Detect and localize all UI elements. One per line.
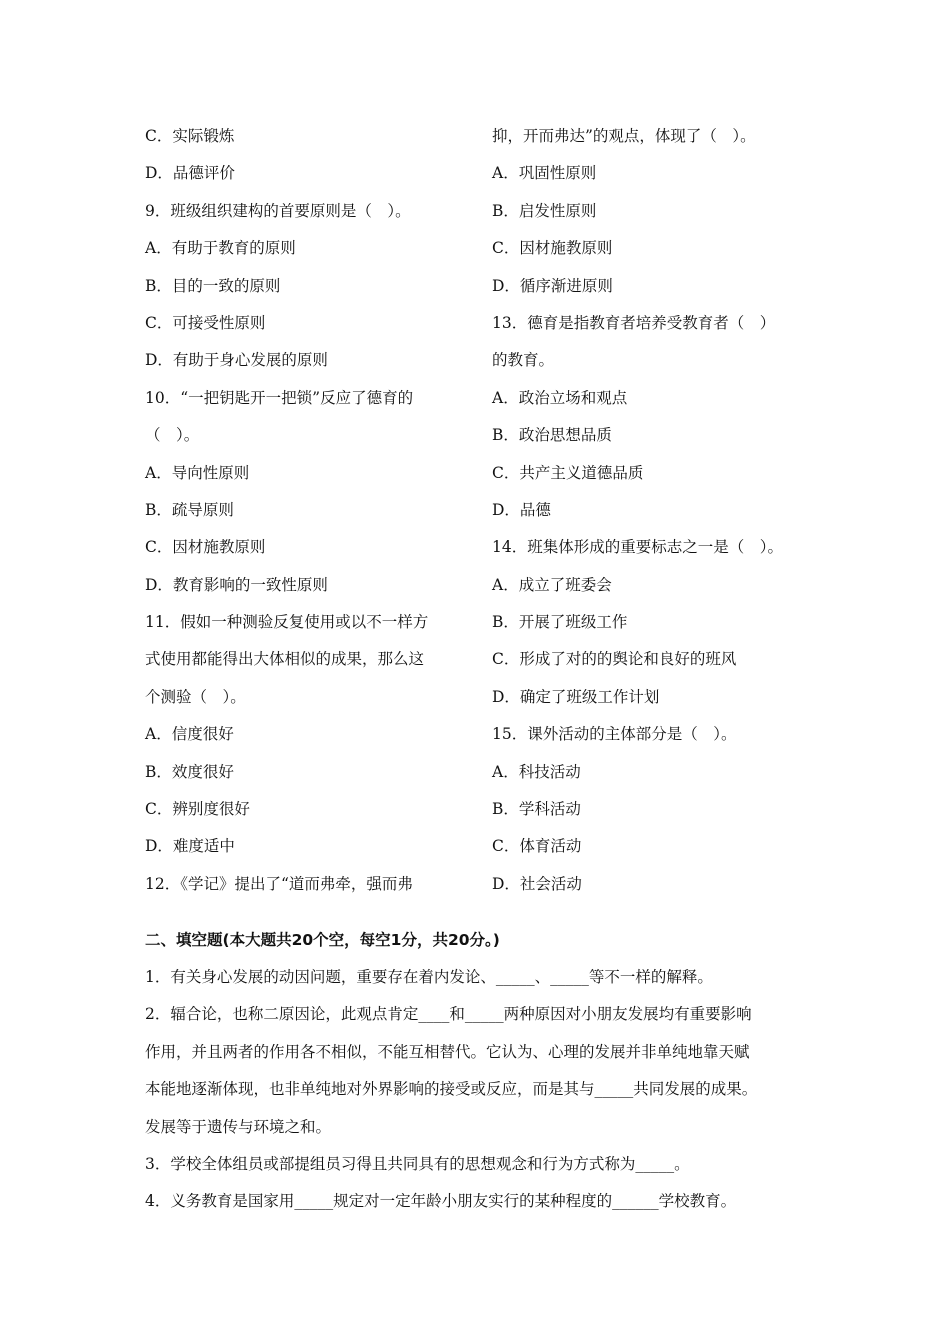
question-line: A．信度很好 (145, 725, 234, 744)
question-line: D．循序渐进原则 (492, 276, 613, 295)
question-line: D．品德评价 (145, 164, 235, 183)
left-column (145, 121, 460, 906)
paragraph-line: 1．有关身心发展的动因问题，重要存在着内发论、_____、_____等不一样的解释。 (145, 968, 713, 986)
question-line: B．目的一致的原则 (145, 276, 281, 295)
question-line: 12．《学记》提出了“道而弗牵，强而弗 (145, 874, 413, 893)
question-line: C．可接受性原则 (145, 313, 266, 332)
question-line: 15．课外活动的主体部分是（ ）。 (492, 725, 737, 744)
paragraph-line: 2．辐合论，也称二原因论，此观点肯定____和_____两种原因对小朋友发展均有重要影响 (145, 1005, 752, 1024)
question-line: A．巩固性原则 (492, 164, 597, 183)
question-line: D．有助于身心发展的原则 (145, 351, 328, 370)
question-line: 10．“一把钥匙开一把锁”反应了德育的 (145, 388, 414, 407)
question-line: C．体育活动 (492, 837, 582, 856)
question-line: B．政治思想品质 (492, 426, 612, 445)
paragraph-line: 3．学校全体组员或部提组员习得且共同具有的思想观念和行为方式称为_____。 (145, 1154, 690, 1173)
question-line: A．导向性原则 (145, 463, 250, 482)
question-line: B．疏导原则 (145, 500, 234, 519)
question-line: C．因材施教原则 (492, 239, 613, 258)
question-line: D．难度适中 (145, 837, 235, 856)
question-line: 的教育。 (492, 351, 555, 370)
question-line: B．学科活动 (492, 800, 581, 819)
question-line: 式使用都能得出大体相似的成果，那么这 (145, 650, 425, 669)
question-line: C．共产主义道德品质 (492, 463, 644, 482)
question-line: 抑，开而弗达”的观点，体现了（ ）。 (492, 127, 756, 145)
paragraph-line: 发展等于遗传与环境之和。 (145, 1117, 332, 1136)
question-line: 13．德育是指教育者培养受教育者（ ） (492, 313, 776, 332)
question-line: A．政治立场和观点 (492, 388, 628, 407)
fill-in-section (145, 921, 825, 1221)
question-line: A．有助于教育的原则 (145, 239, 296, 258)
question-line: C．实际锻炼 (145, 127, 235, 145)
question-line: D．品德 (492, 500, 551, 519)
question-line: B．效度很好 (145, 762, 234, 781)
question-line: A．成立了班委会 (492, 575, 612, 594)
right-column (492, 121, 822, 906)
question-line: C．因材施教原则 (145, 538, 266, 557)
question-line: C．形成了对的的舆论和良好的班风 (492, 650, 737, 669)
paragraph-line: 作用，并且两者的作用各不相似，不能互相替代。它认为、心理的发展并非单纯地靠天赋 (145, 1042, 750, 1061)
paragraph-line: 本能地逐渐体现，也非单纯地对外界影响的接受或反应，而是其与_____共同发展的成果。 (145, 1080, 758, 1099)
question-line: B．开展了班级工作 (492, 613, 628, 632)
question-line: A．科技活动 (492, 762, 581, 781)
question-line: D．确定了班级工作计划 (492, 687, 660, 706)
section-title: 二、填空题(本大题共20个空，每空1分，共20分。) (145, 931, 500, 949)
question-line: 个测验（ ）。 (145, 687, 246, 706)
question-line: D．社会活动 (492, 874, 582, 893)
question-line: C．辨别度很好 (145, 800, 250, 819)
question-line: 9．班级组织建构的首要原则是（ ）。 (145, 201, 411, 220)
question-line: D．教育影响的一致性原则 (145, 575, 328, 594)
question-line: 11．假如一种测验反复使用或以不一样方 (145, 613, 429, 632)
question-line: 14．班集体形成的重要标志之一是（ ）。 (492, 538, 783, 557)
question-line: B．启发性原则 (492, 201, 597, 220)
question-line: （ ）。 (145, 426, 200, 445)
paragraph-line: 4．义务教育是国家用_____规定对一定年龄小朋友实行的某种程度的______学校教育。 (145, 1192, 737, 1211)
